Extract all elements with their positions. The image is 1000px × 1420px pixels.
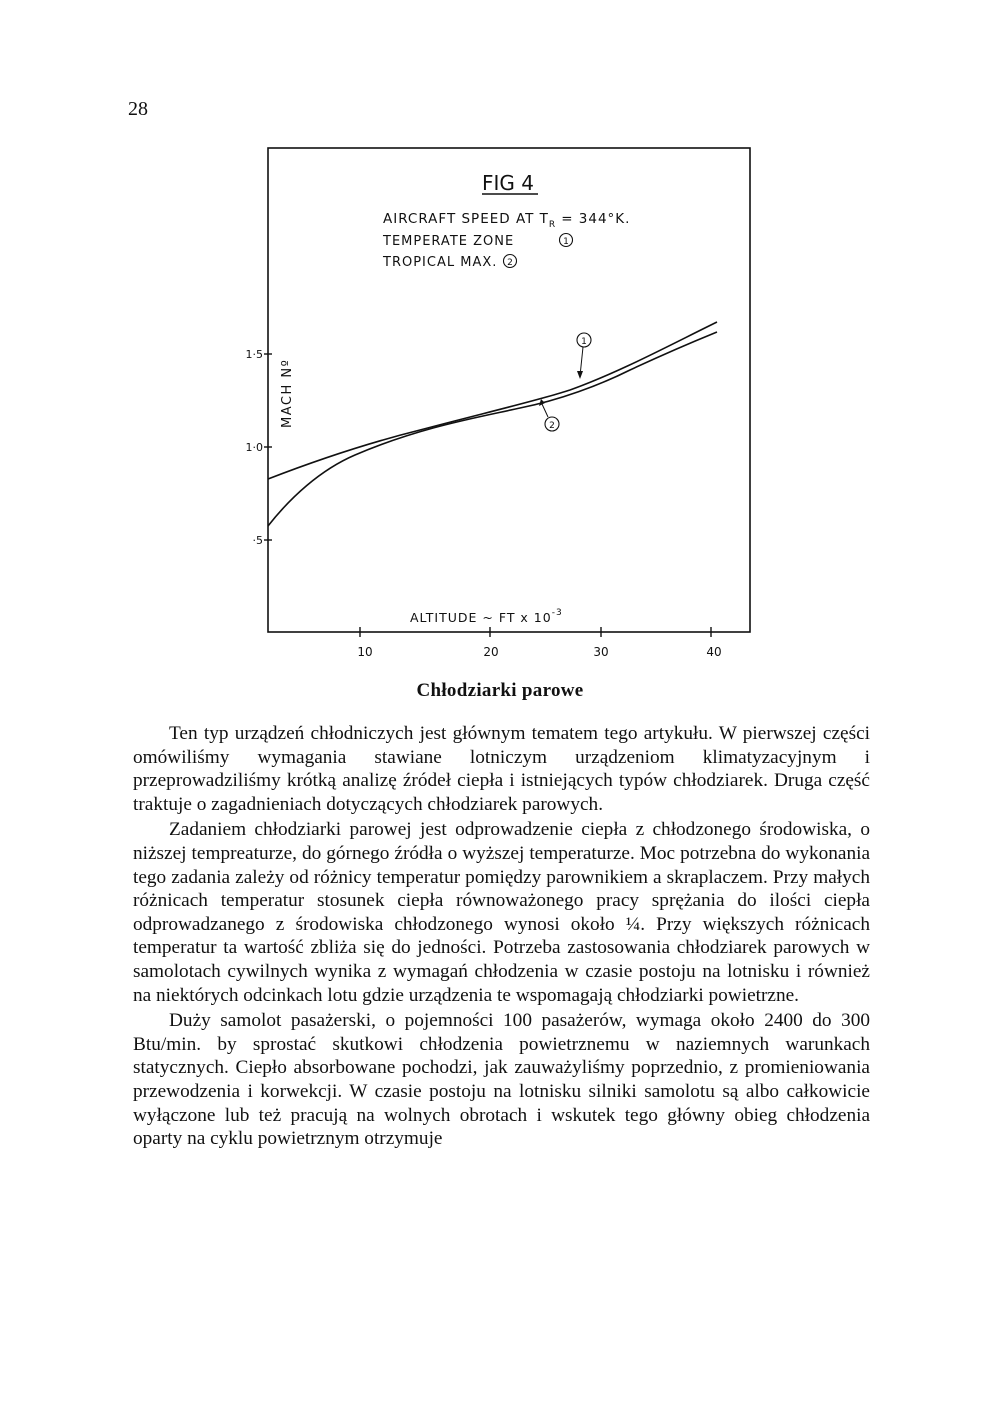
x-axis-label: ALTITUDE ~ FT x $10^{-3}$ bbox=[410, 608, 563, 625]
svg-text:2: 2 bbox=[507, 258, 513, 268]
caption-line-3: TROPICAL MAX. bbox=[383, 255, 498, 270]
y-tick-1-0: 1·0 bbox=[245, 441, 263, 454]
x-tick-30: 30 bbox=[593, 645, 609, 659]
caption-line-1: AIRCRAFT SPEED AT $T_R = 344^\circ K$. bbox=[383, 211, 631, 230]
paragraph: Ten typ urządzeń chłodniczych jest głównym tematem tego artykułu. W pierwszej części omówiliśmy wymagania stawiane lotniczym urządzeniom klimatyzacyjnym i przeprowadziliśmy krótką analizę źródeł ciepła i istniejących typów chłodziarek. Druga część traktuje o zagadnieniach dotyczących chłodziarek parowych. bbox=[133, 723, 870, 815]
section-heading: Chłodziarki parowe bbox=[416, 680, 584, 701]
arrow-icon bbox=[577, 371, 583, 379]
curve-2-tropical-max bbox=[268, 332, 717, 526]
curve-1-temperate-zone bbox=[268, 322, 717, 479]
figure-4 bbox=[0, 0, 1000, 680]
caption-line-2: TEMPERATE ZONE bbox=[383, 234, 515, 249]
x-tick-20: 20 bbox=[483, 645, 499, 659]
mach-vs-altitude-chart bbox=[0, 0, 1000, 680]
figure-label: FIG 4 bbox=[482, 171, 534, 195]
y-tick-1-5: 1·5 bbox=[245, 348, 263, 361]
x-tick-10: 10 bbox=[357, 645, 373, 659]
y-tick-0-5: ·5 bbox=[252, 534, 263, 547]
x-tick-40: 40 bbox=[706, 645, 722, 659]
svg-text:2: 2 bbox=[549, 421, 555, 431]
y-axis-label: MACH Nº bbox=[280, 358, 295, 428]
paragraph: Duży samolot pasażerski, o pojemności 100 pasażerów, wymaga około 2400 do 300 Btu/min. by sprostać skutkowi chłodzenia powietrznemu w naziemnych warunkach statycznych. Ciepło absorbowane pochodzi, jak zauważyliśmy poprzednio, z promieniowania przewodzenia i korwekcji. W czasie postoju na lotnisku silniki samolotu są albo całkowicie wyłączone lub też pracują na wolnych obrotach i wskutek tego główny obieg chłodzenia oparty na cyklu powietrznym otrzymuje bbox=[133, 1010, 870, 1150]
paragraph: Zadaniem chłodziarki parowej jest odprowadzenie ciepła z chłodzonego środowiska, o niższej tempreaturze, do górnego źródła o wyższej temperaturze. Moc potrzebna do wykonania tego zadania zależy od różnicy temperatur pomiędzy parownikiem a skraplaczem. Przy małych różnicach temperatur stosunek ciepła równoważonego pracy sprężania do ilości ciepła odprowadzanego z środowiska chłodzonego wynosi około ¼. Przy większych różnicach temperatur ta wartość zbliża się do jedności. Potrzeba zastosowania chłodziarek parowych w samolotach cywilnych wynika z wymagań chłodzenia w czasie postoju na lotnisku i również na niektórych odcinkach lotu gdzie urządzenia te wspomagają chłodziarki powietrzne. bbox=[133, 819, 870, 1006]
svg-text:1: 1 bbox=[581, 337, 587, 347]
page-number: 28 bbox=[128, 98, 148, 120]
article-body bbox=[133, 722, 870, 1153]
svg-text:1: 1 bbox=[563, 237, 569, 247]
